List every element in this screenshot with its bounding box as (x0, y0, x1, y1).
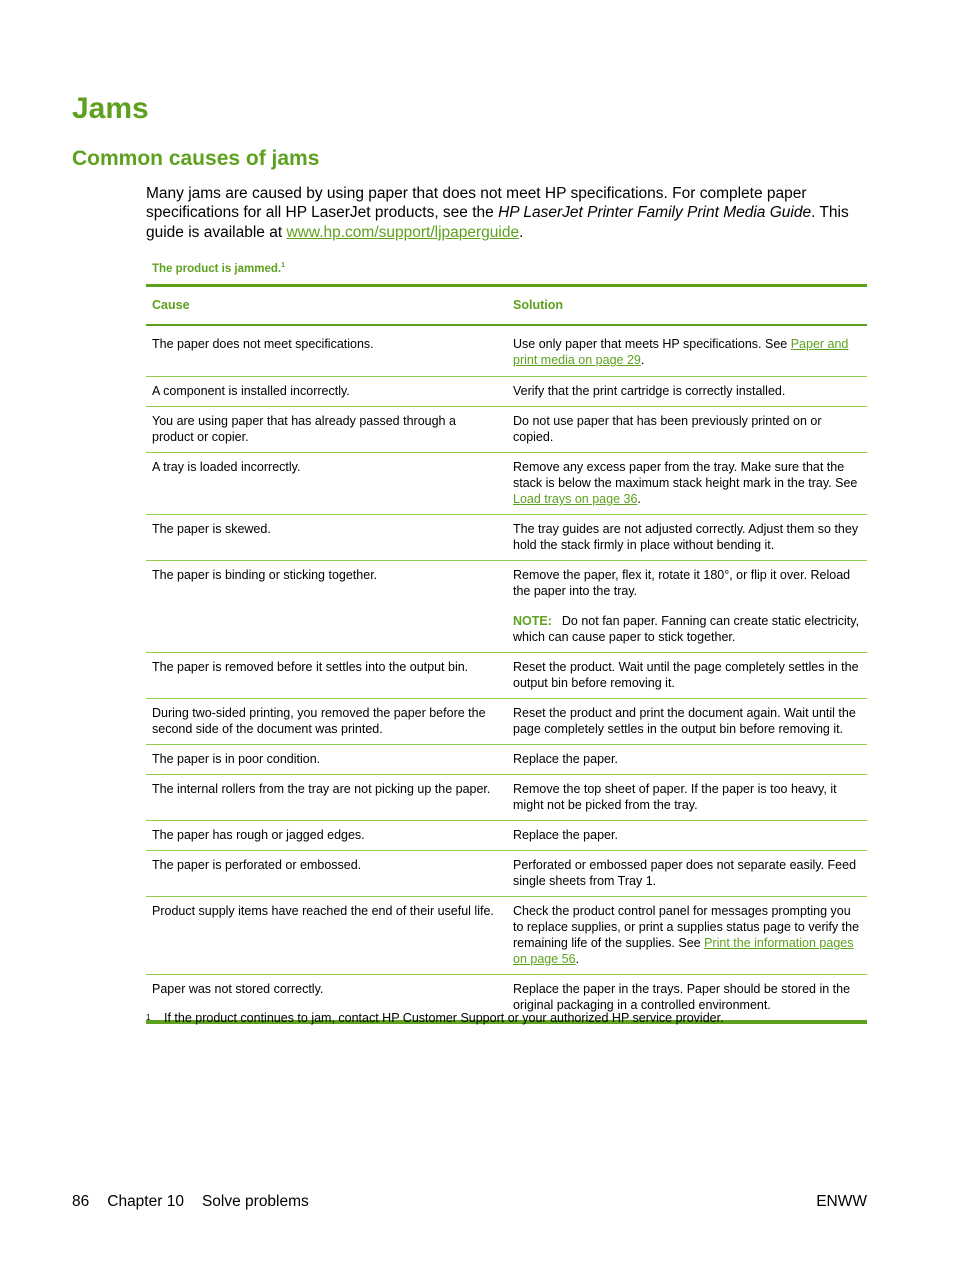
solution-cell (507, 377, 867, 407)
table-row (146, 325, 867, 377)
jams-table (146, 287, 867, 1020)
header-solution: Solution (513, 298, 563, 312)
table-row (146, 515, 867, 561)
solution-cell (507, 561, 867, 653)
table-row (146, 653, 867, 699)
solution-cell (507, 407, 867, 453)
table-row (146, 453, 867, 515)
page-number: 86 (72, 1193, 90, 1210)
solution-text: Remove any excess paper from the tray. Make sure that the stack is below the maximum stack height mark in the tray. See (513, 460, 858, 490)
solution-text: Reset the product and print the document again. Wait until the page completely settles in the output bin before removing it. (513, 706, 856, 736)
solution-text: Verify that the print cartridge is correctly installed. (513, 384, 786, 398)
solution-cell (507, 821, 867, 851)
chapter-title: Solve problems (201, 1193, 309, 1210)
table-caption-text: The product is jammed. (152, 262, 282, 275)
cause-cell: During two-sided printing, you removed the paper before the second side of the document was printed. (152, 706, 486, 736)
jams-table-container (146, 284, 867, 1024)
table-header-row (146, 287, 867, 325)
cause-cell: The paper is skewed. (152, 522, 271, 536)
solution-cell (507, 453, 867, 515)
solution-text: Do not use paper that has been previously printed on or copied. (513, 414, 822, 444)
solution-text: Remove the paper, flex it, rotate it 180°, or flip it over. Reload the paper into the tray. (513, 568, 851, 598)
solution-text-end: . (637, 492, 641, 506)
intro-text-3: . (519, 223, 524, 241)
solution-cell (507, 699, 867, 745)
cause-cell: A tray is loaded incorrectly. (152, 460, 301, 474)
solution-cell (507, 775, 867, 821)
table-row (146, 561, 867, 653)
solution-cell (507, 515, 867, 561)
cause-cell: The paper has rough or jagged edges. (152, 828, 365, 842)
cause-cell: The paper is perforated or embossed. (152, 858, 362, 872)
cause-cell: The paper is binding or sticking together. (152, 568, 378, 582)
cause-cell: A component is installed incorrectly. (152, 384, 350, 398)
page-footer-left (72, 1193, 327, 1211)
solution-cell (507, 325, 867, 377)
solution-cell (507, 653, 867, 699)
cause-cell: Paper was not stored correctly. (152, 982, 324, 996)
solution-text-end: . (640, 353, 645, 367)
table-row (146, 377, 867, 407)
cause-cell: The paper is in poor condition. (152, 752, 321, 766)
intro-text-1: Many jams are caused by using paper that does not meet HP specifications. For complete paper specifications for all HP LaserJet products, see the (146, 185, 807, 222)
cause-cell: The internal rollers from the tray are not picking up the paper. (152, 782, 491, 796)
cross-reference-link[interactable]: Paper and print media on page 29 (513, 337, 849, 367)
chapter-label: Chapter 10 (107, 1193, 184, 1210)
note (513, 613, 861, 645)
table-row (146, 699, 867, 745)
solution-text: Use only paper that meets HP specifications. See (513, 337, 791, 351)
footnote-text: If the product continues to jam, contact HP Customer Support or your authorized HP service provider. (164, 1011, 724, 1025)
solution-text: Remove the top sheet of paper. If the paper is too heavy, it might not be picked from the tray. (513, 782, 837, 812)
table-caption (152, 262, 285, 275)
page-title: Jams (72, 92, 149, 125)
solution-cell (507, 745, 867, 775)
solution-text: Replace the paper in the trays. Paper should be stored in the original packaging in a controlled environment. (513, 982, 851, 1012)
solution-text: Check the product control panel for messages prompting you to replace supplies, or print a supplies status page to verify the remaining life of the supplies. See (513, 904, 860, 950)
solution-text-end: . (575, 952, 580, 966)
solution-text: Reset the product. Wait until the page completely settles in the output bin before removing it. (513, 660, 859, 690)
intro-paragraph (146, 184, 876, 242)
cross-reference-link[interactable]: Load trays on page 36 (513, 492, 638, 506)
cross-reference-link[interactable]: Print the information pages on page 56 (513, 936, 854, 966)
footnote (146, 1010, 867, 1026)
intro-text-2: . This guide is available at (146, 204, 849, 241)
table-row (146, 897, 867, 975)
solution-text: Replace the paper. (513, 752, 618, 766)
table-row (146, 407, 867, 453)
solution-text: Perforated or embossed paper does not separate easily. Feed single sheets from Tray 1. (513, 858, 857, 888)
header-cause: Cause (152, 298, 190, 312)
table-row (146, 745, 867, 775)
solution-cell (507, 897, 867, 975)
footnote-mark: 1 (146, 1013, 151, 1022)
table-caption-footnote-mark: 1 (281, 262, 285, 269)
note-label: NOTE: (513, 614, 552, 628)
paper-guide-link[interactable]: www.hp.com/support/ljpaperguide (286, 223, 520, 241)
cause-cell: The paper is removed before it settles into the output bin. (152, 660, 469, 674)
cause-cell: Product supply items have reached the end of their useful life. (152, 904, 494, 918)
cause-cell: You are using paper that has already passed through a product or copier. (152, 414, 456, 444)
page-footer-right: ENWW (816, 1193, 867, 1210)
cause-cell: The paper does not meet specifications. (152, 337, 374, 351)
section-title: Common causes of jams (72, 147, 320, 170)
table-row (146, 821, 867, 851)
solution-cell (507, 851, 867, 897)
intro-guide-title: HP LaserJet Printer Family Print Media Guide (498, 204, 812, 222)
note-text: Do not fan paper. Fanning can create static electricity, which can cause paper to stick together. (513, 614, 860, 644)
solution-text: The tray guides are not adjusted correctly. Adjust them so they hold the stack firmly in place without bending it. (513, 522, 859, 552)
solution-text: Replace the paper. (513, 828, 618, 842)
table-row (146, 775, 867, 821)
table-body (146, 325, 867, 1020)
table-row (146, 851, 867, 897)
